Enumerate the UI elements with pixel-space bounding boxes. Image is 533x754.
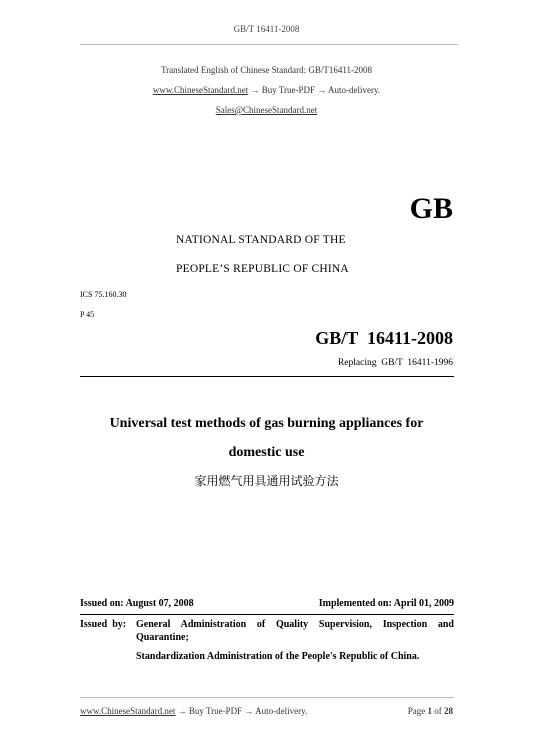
national-standard-line2: PEOPLE’S REPUBLIC OF CHINA: [176, 263, 349, 275]
issue-dates-row: [80, 598, 454, 609]
implemented-on: Implemented on: April 01, 2009: [318, 598, 454, 609]
email-line: [0, 105, 533, 115]
issued-by-line2: Quarantine;: [136, 632, 189, 643]
page-indicator: [408, 706, 453, 716]
standard-code: GB/T 16411-2008: [315, 328, 453, 348]
document-title-line1: Universal test methods of gas burning appliances for: [109, 416, 424, 431]
page-label: Page: [407, 706, 426, 716]
ics-code: ICS 75.160.30: [80, 290, 127, 299]
site-link[interactable]: www.ChineseStandard.net: [152, 85, 249, 95]
page-number: 1: [427, 706, 432, 716]
p-code: P 45: [80, 310, 95, 319]
running-header: GB/T 16411-2008: [233, 24, 300, 34]
document-title-chinese: 家用燃气用具通用试验方法: [194, 474, 339, 488]
footer-site-link[interactable]: www.ChineseStandard.net: [80, 706, 176, 716]
issue-divider: [80, 614, 454, 615]
issued-by-block: [80, 619, 454, 662]
footer-site-line: [80, 706, 307, 716]
site-suffix: → Buy True-PDF → Auto-delivery.: [248, 85, 381, 95]
issued-by-line3: Standardization Administration of the People's Republic of China.: [136, 651, 420, 662]
national-standard-line1: NATIONAL STANDARD OF THE: [176, 234, 346, 246]
issued-by-line1: General Administration of Quality Supervision, Inspection and: [136, 619, 454, 630]
issued-on: Issued on: August 07, 2008: [80, 598, 194, 609]
document-title-line2: domestic use: [228, 445, 305, 460]
gb-mark: GB: [409, 192, 453, 225]
site-line: [0, 85, 533, 95]
issued-by-label: Issued by:: [80, 619, 127, 630]
translated-note: Translated English of Chinese Standard: GB/T16411-2008: [160, 65, 373, 75]
footer-site-suffix: → Buy True-PDF → Auto-delivery.: [175, 706, 308, 716]
of-label: of: [434, 706, 442, 716]
header-divider: [80, 44, 458, 45]
title-divider: [80, 376, 454, 377]
email-link[interactable]: Sales@ChineseStandard.net: [215, 105, 318, 115]
footer-divider: [80, 697, 454, 698]
page-total: 28: [444, 706, 453, 716]
replacing-note: Replacing GB/T 16411-1996: [337, 358, 453, 368]
